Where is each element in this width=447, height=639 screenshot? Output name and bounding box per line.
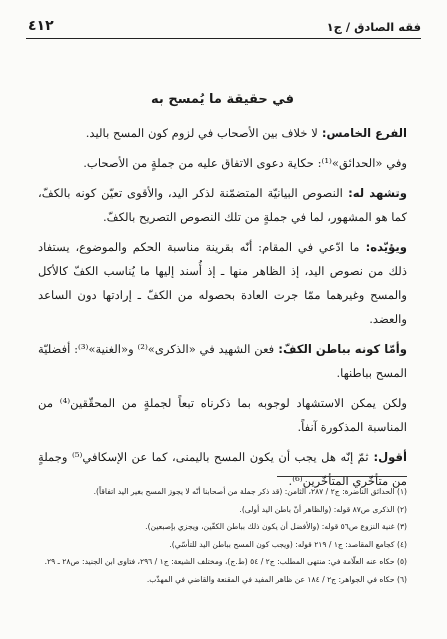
paragraph bbox=[38, 151, 407, 175]
paragraph-text: وفي «الحدائق»⁽¹⁾: حكاية دعوى الاتفاق عليه من جملةٍ من الأصحاب. bbox=[83, 156, 407, 170]
footnote-divider bbox=[277, 476, 407, 477]
footnote: (١) الحدائق الناضرة: ج٢ / ٢٨٧، الثامن: (قد ذكر جملة من أصحابنا أنّه لا يجوز المسح بغير اليد اتفاقاً). bbox=[93, 487, 407, 496]
running-title: فقه الصادق / ج١ bbox=[326, 20, 421, 34]
paragraph bbox=[38, 181, 407, 229]
paragraph-text: النصوص البيانيّة المتضمّنة لذكر اليد، والأقوى تعيّن كونه بالكفّ، كما هو المشهور، لما في جملةٍ من تلك النصوص التصريح بالكفّ. bbox=[38, 186, 407, 224]
page-header bbox=[28, 12, 421, 34]
footnote: (٥) حكاه عنه العلّامة في: منتهى المطلب: ج٢ / ٥٤ (ط.ج)، ومختلف الشيعة: ج١ / ٢٩٦، فتاوى ابن الجنيد: ص٢٨ ـ ٢٩. bbox=[44, 557, 407, 566]
section-title: في حقيقة ما يُمسح به bbox=[151, 92, 294, 107]
paragraph-lead: الفرع الخامس: bbox=[317, 126, 407, 140]
paragraph bbox=[38, 121, 407, 145]
paragraph-text: فعن الشهيد في «الذكرى»⁽²⁾ و«الغنية»⁽³⁾: أفضليّة المسح بباطنها. bbox=[38, 342, 407, 380]
footnote: (٦) حكاه في الجواهر: ج٢ / ١٨٤ عن ظاهر المفيد في المقنعة والقاضي في المهذّب. bbox=[146, 574, 407, 584]
footnotes bbox=[38, 483, 407, 588]
paragraph-lead: وأمّا كونه بباطن الكفّ: bbox=[274, 342, 407, 356]
paragraph-text: ما ادّعي في المقام: أنّه بقرينة مناسبة الحكم والموضوع، يستفاد ذلك من نصوص اليد، إذ الظاهر منها ـ إذ أُسند إليها ما يُناسب الكفّ كالأكل والمسح وغيرهما ممّا جرت العادة بحصوله من الكفّ ـ إرادتها دون الساعد والعضد. bbox=[38, 240, 407, 326]
paragraph-text: ولكن يمكن الاستشهاد لوجوبه بما ذكرناه تبعاً لجملةٍ من المحقّقين⁽⁴⁾ من المناسبة المذكورة آنفاً. bbox=[38, 396, 407, 434]
footnote: (٣) غنية النزوع ص٥٦ قوله: (والأفضل أن يكون ذلك بباطن الكفّين، ويجزي بإصبعين). bbox=[145, 522, 407, 531]
paragraph bbox=[38, 235, 407, 331]
paragraph-text: ثمّ إنّه هل يجب أن يكون المسح باليمنى، كما عن الإسكافي⁽⁵⁾ وجملةٍ من متأخّري المتأخّرين⁽⁶⁾. bbox=[38, 450, 407, 488]
header-divider bbox=[26, 38, 421, 39]
paragraph-lead: وتشهد له: bbox=[342, 186, 407, 200]
paragraph-lead: ويؤيّده: bbox=[359, 240, 407, 254]
page-number: ٤١٢ bbox=[28, 18, 54, 34]
paragraph-text: لا خلاف بين الأصحاب في لزوم كون المسح باليد. bbox=[85, 126, 318, 140]
paragraph bbox=[38, 391, 407, 439]
main-text bbox=[38, 92, 407, 497]
paragraph-lead: أقول: bbox=[368, 450, 407, 464]
paragraph bbox=[38, 337, 407, 385]
footnote: (٤) كجامع المقاصد: ج١ / ٢١٩ قوله: (ويجب كون المسح بباطن اليد للتأسّي). bbox=[169, 539, 407, 549]
footnote: (٢) الذكرى ص٨٧ قوله: (والظاهر أنّ باطن اليد أولى). bbox=[239, 504, 407, 514]
